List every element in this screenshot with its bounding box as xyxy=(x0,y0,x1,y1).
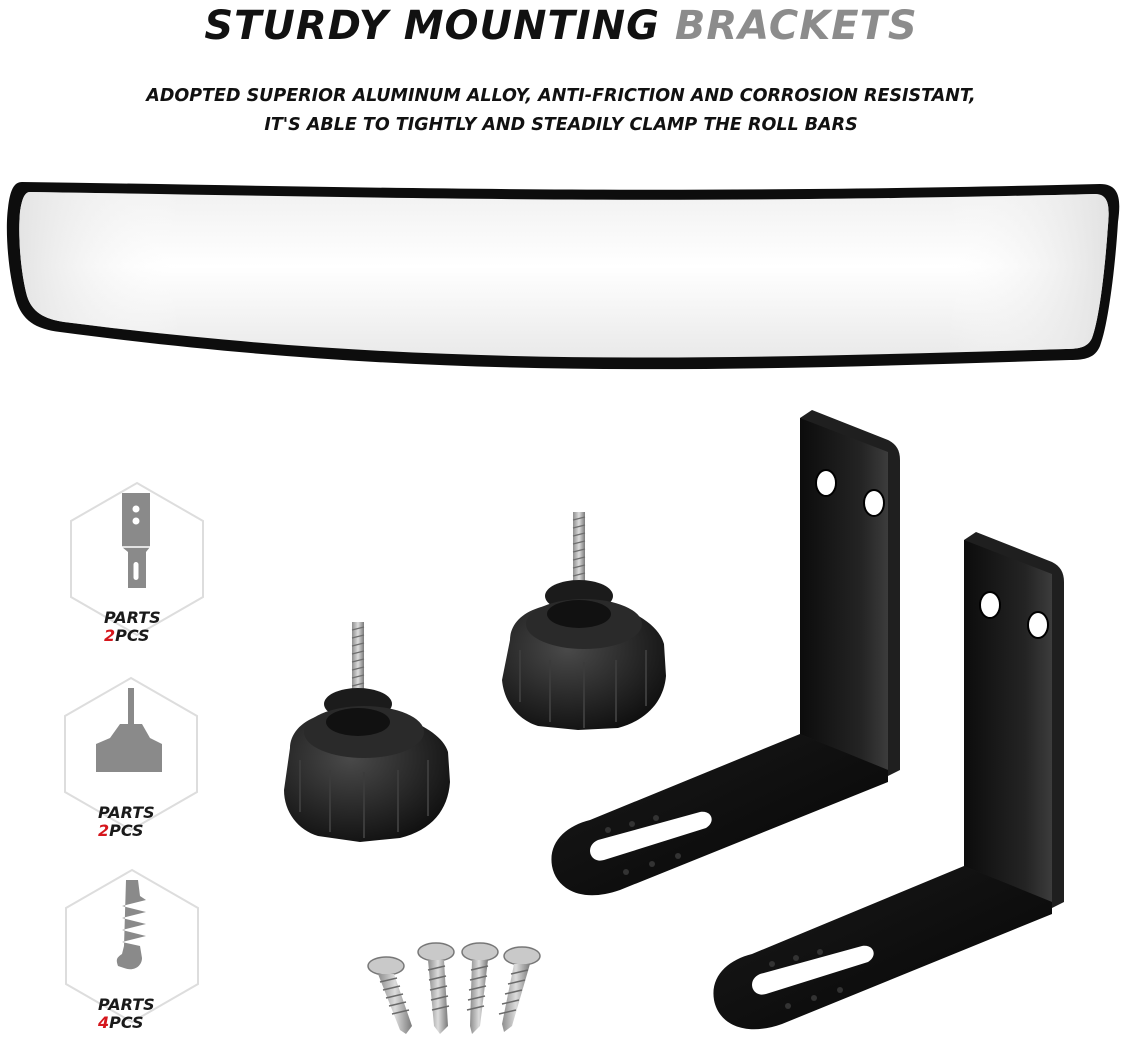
part-quantity-unit: PCS xyxy=(109,1013,144,1032)
part-label-knob xyxy=(98,804,155,840)
part-quantity xyxy=(98,822,155,840)
knob-icon xyxy=(502,512,666,730)
part-quantity-number: 4 xyxy=(98,1013,110,1032)
title-part-dark: STURDY MOUNTING xyxy=(204,3,660,49)
part-label-text: PARTS xyxy=(98,995,155,1014)
title-part-gray: BRACKETS xyxy=(674,3,918,49)
knob-icon xyxy=(284,622,450,842)
part-label-text: PARTS xyxy=(104,608,161,627)
part-label-screw xyxy=(98,996,155,1032)
mirror-icon xyxy=(7,182,1119,369)
screw-icon xyxy=(499,947,540,1032)
part-label-text: PARTS xyxy=(98,803,155,822)
screw-icon xyxy=(418,943,454,1034)
part-quantity-unit: PCS xyxy=(109,821,144,840)
subtitle-line-2: IT'S ABLE TO TIGHTLY AND STEADILY CLAMP THE ROLL BARS xyxy=(264,115,858,135)
subtitle-line-1: ADOPTED SUPERIOR ALUMINUM ALLOY, ANTI-FRICTION AND CORROSION RESISTANT, xyxy=(146,86,976,106)
part-quantity xyxy=(104,627,161,645)
part-quantity-number: 2 xyxy=(98,821,110,840)
part-quantity-unit: PCS xyxy=(115,626,150,645)
part-quantity xyxy=(98,1014,155,1032)
part-quantity-number: 2 xyxy=(104,626,116,645)
screw-icon xyxy=(368,957,412,1034)
part-label-bracket xyxy=(104,609,161,645)
screw-icon xyxy=(462,943,498,1034)
